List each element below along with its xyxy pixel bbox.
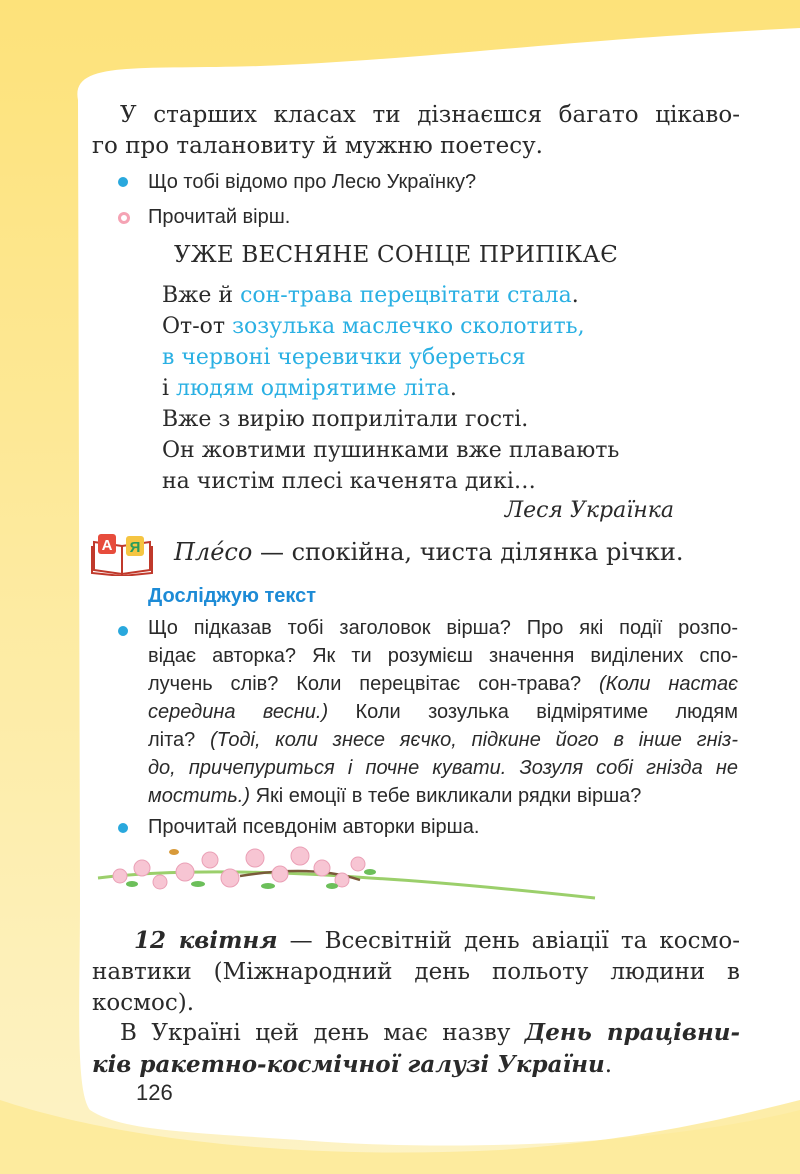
page-number: 126	[136, 1080, 173, 1105]
poem-line-7: на чистім плесі каченята дикі…	[162, 469, 536, 494]
research-line-4: середина весни.) Коли зозулька відмірятиме людям	[148, 701, 738, 723]
bullet-icon	[118, 626, 128, 636]
poem-line-5: Вже з вирію поприлітали гості.	[162, 407, 529, 432]
research-line-5: літа? (Тоді, коли знесе яєчко, підкине його в інше гніз-	[148, 729, 738, 751]
research-line-2: відає авторка? Як ти розумієш значення виділених спо-	[148, 645, 738, 667]
vocabulary-entry: Пле́со — спокійна, чиста ділянка річки.	[174, 538, 684, 566]
task-pseudonym: Прочитай псевдонім авторки вірша.	[148, 816, 480, 838]
research-line-3: лучень слів? Коли перецвітає сон-трава? (Коли настає	[148, 673, 738, 695]
research-line-7: мостить.) Які емоції в тебе викликали рядки вірша?	[148, 785, 642, 807]
section-heading: Досліджую текст	[148, 585, 317, 607]
aviation-paragraph-1: 12 квітня — Всесвітній день авіації та космо- навтики (Міжнародний день польоту людини в космос).	[92, 927, 740, 1016]
poem-line-1: Вже й сон-трава перецвітати стала.	[162, 283, 579, 308]
poem-line-4: і людям одмірятиме літа.	[162, 376, 457, 401]
question-lesya: Що тобі відомо про Лесю Українку?	[148, 171, 477, 193]
instruction-read-poem: Прочитай вірш.	[148, 206, 291, 228]
dictionary-letter-ya: Я	[129, 539, 141, 556]
poem-line-6: Он жовтими пушинками вже плавають	[162, 438, 620, 463]
bullet-pink-icon	[118, 212, 130, 224]
poem-line-3: в червоні черевички убереться	[162, 345, 526, 370]
blossom-branch-illustration	[90, 838, 600, 904]
poem-author: Леся Українка	[504, 498, 674, 523]
poem-line-2: От-от зозулька маслечко сколотить,	[162, 314, 585, 339]
poem-title: УЖЕ ВЕСНЯНЕ СОНЦЕ ПРИПІКАЄ	[174, 242, 619, 268]
intro-paragraph: У старших класах ти дізнаєшся багато цікаво- го про талановиту й мужню поетесу.	[92, 102, 740, 159]
research-line-6: до, причепуриться і почне кувати. Зозуля собі гнізда не	[148, 757, 738, 779]
research-line-1: Що підказав тобі заголовок вірша? Про які події розпо-	[148, 617, 738, 639]
bullet-icon	[118, 177, 128, 187]
bee-icon	[169, 849, 179, 855]
dictionary-book-icon	[90, 532, 156, 576]
aviation-paragraph-2: В Україні цей день має назву День працівни- ків ракетно-космічної галузі України.	[92, 1019, 740, 1078]
bullet-icon	[118, 823, 128, 833]
dictionary-letter-a: А	[101, 537, 113, 554]
